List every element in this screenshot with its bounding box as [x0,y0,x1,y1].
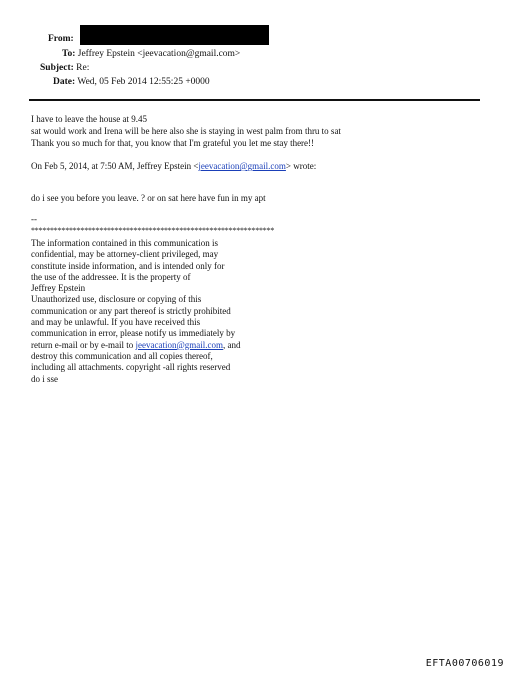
date-label: Date: [53,77,76,87]
disclaimer-email-link[interactable]: jeevacation@gmail.com [135,339,223,350]
disclaimer-line: Unauthorized use, disclosure or copying of this [31,294,202,305]
disclaimer-line: The information contained in this communication is [31,238,218,248]
header-divider [29,99,480,101]
disclaimer-email-prefix: return e-mail or by e-mail to [31,339,136,350]
disclaimer-line: and may be unlawful. If you have received this [31,317,201,328]
disclaimer-line: destroy this communication and all copies thereof, [31,350,213,361]
disclaimer-line: Jeffrey Epstein [31,283,86,294]
subject-row [40,62,89,74]
quoted-message: do i see you before you leave. ? or on sat here have fun in my apt [31,193,266,203]
quote-intro-suffix: > wrote: [285,161,317,171]
quote-intro-prefix: On Feb 5, 2014, at 7:50 AM, Jeffrey Epstein < [31,161,199,171]
disclaimer-line: constitute inside information, and is intended only for [31,260,225,271]
disclaimer-email-line [31,340,240,351]
separator-stars: **************************************************************** [31,226,275,235]
to-row [62,48,240,60]
from-row [48,33,74,45]
bates-number: EFTA00706019 [425,658,504,669]
body-line-1: I have to leave the house at 9.45 [31,114,147,124]
date-value: Wed, 05 Feb 2014 12:55:25 +0000 [77,77,210,87]
redaction-box [80,25,269,45]
disclaimer-line: communication or any part thereof is strictly prohibited [31,305,231,316]
disclaimer-email-suffix: , and [222,339,241,350]
to-value: Jeffrey Epstein <jeevacation@gmail.com> [77,49,241,59]
disclaimer-line: do i sse [31,373,58,384]
subject-value: Re: [76,63,90,73]
date-row [53,76,210,88]
disclaimer-line: including all attachments. copyright -all rights reserved [31,362,231,373]
body-line-2: sat would work and Irena will be here also she is staying in west palm from thru to sat [31,126,341,136]
from-label: From: [48,34,74,44]
signature-dash: -- [31,214,37,224]
disclaimer-line: confidential, may be attorney-client privileged, may [31,249,219,260]
disclaimer-line: the use of the addressee. It is the property of [31,271,191,282]
to-label: To: [62,49,76,59]
disclaimer-block [31,238,240,385]
subject-label: Subject: [40,63,74,73]
quote-intro [31,161,316,173]
disclaimer-line: communication in error, please notify us immediately by [31,328,236,339]
email-link[interactable]: jeevacation@gmail.com [198,161,286,171]
body-line-3: Thank you so much for that, you know that I'm grateful you let me stay there!! [31,138,315,148]
